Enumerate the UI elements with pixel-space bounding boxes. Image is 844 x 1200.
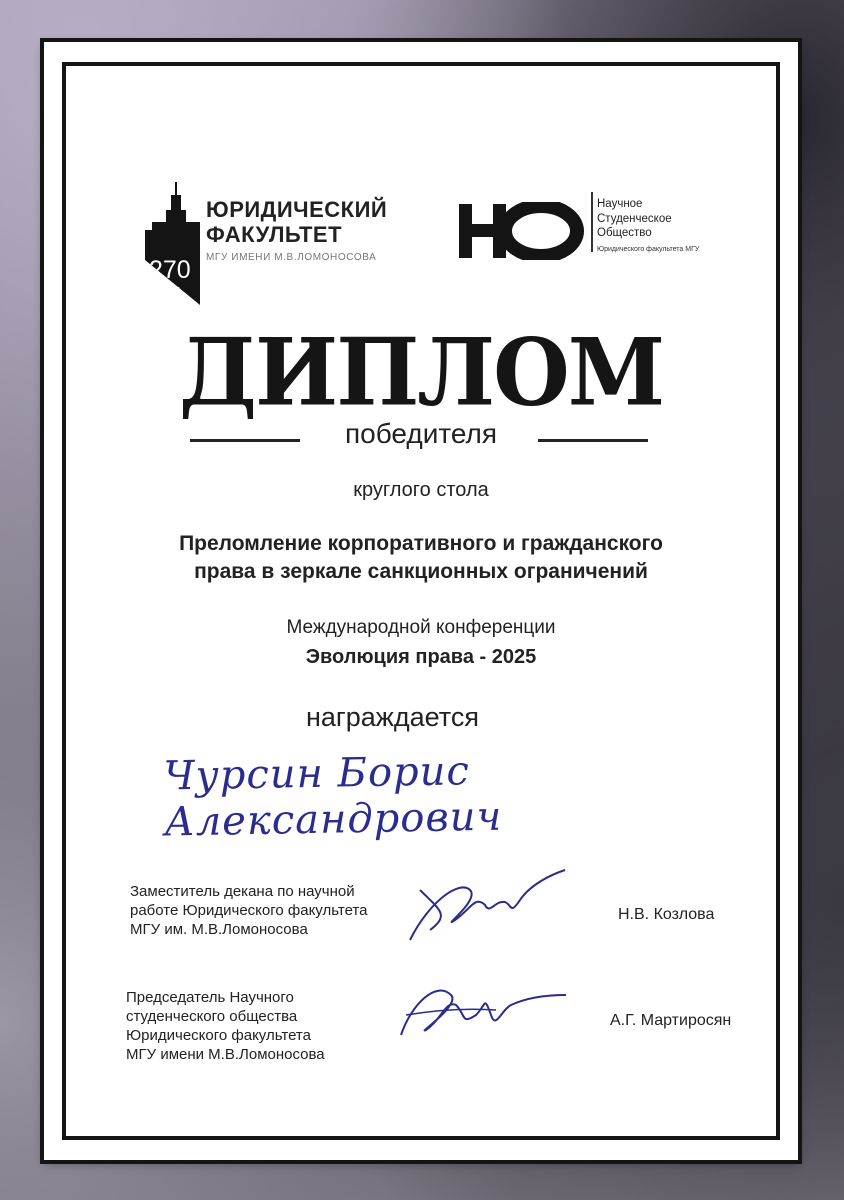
signature-2 [396, 960, 566, 1050]
society-mark: НО [459, 202, 461, 203]
signatory-1-position: Заместитель декана по научной работе Юридического факультета МГУ им. М.В.Ломоносова [130, 883, 368, 938]
winner-label: победителя [344, 418, 498, 449]
diploma-title: ДИПЛОМ [178, 317, 664, 427]
signature-1 [400, 860, 570, 950]
topic-line-1: Преломление корпоративного и гражданского [179, 532, 663, 555]
conference-label: Международной конференции [286, 617, 556, 638]
awarded-label: награждается [306, 702, 479, 732]
faculty-title: ЮРИДИЧЕСКИЙ ФАКУЛЬТЕТ [206, 197, 388, 247]
anniversary-sub: ЛЕТ [166, 287, 180, 294]
society-divider [591, 192, 593, 252]
signatory-2-position: Председатель Научного студенческого общества Юридического факультета МГУ имени М.В.Ломоносова [126, 989, 325, 1063]
anniversary-number: 270 [149, 256, 191, 284]
round-table-topic [44, 530, 798, 586]
topic-line-2: права в зеркале санкционных ограничений [194, 560, 648, 583]
signatory-2-name: А.Г. Мартиросян [610, 1012, 732, 1029]
society-subtitle: Юридического факультета МГУ [597, 246, 700, 253]
student-society-logo [459, 202, 584, 260]
conference-name: Эволюция права - 2025 [305, 646, 537, 668]
round-table-label: круглого стола [353, 479, 489, 501]
recipient-name: Чурсин Борис Александрович [163, 748, 503, 846]
faculty-subtitle: МГУ ИМЕНИ М.В.ЛОМОНОСОВА [206, 252, 377, 263]
diploma-sheet [44, 42, 798, 1160]
society-title: Научное Студенческое Общество [597, 198, 672, 239]
signatory-1-name: Н.В. Козлова [618, 906, 715, 923]
